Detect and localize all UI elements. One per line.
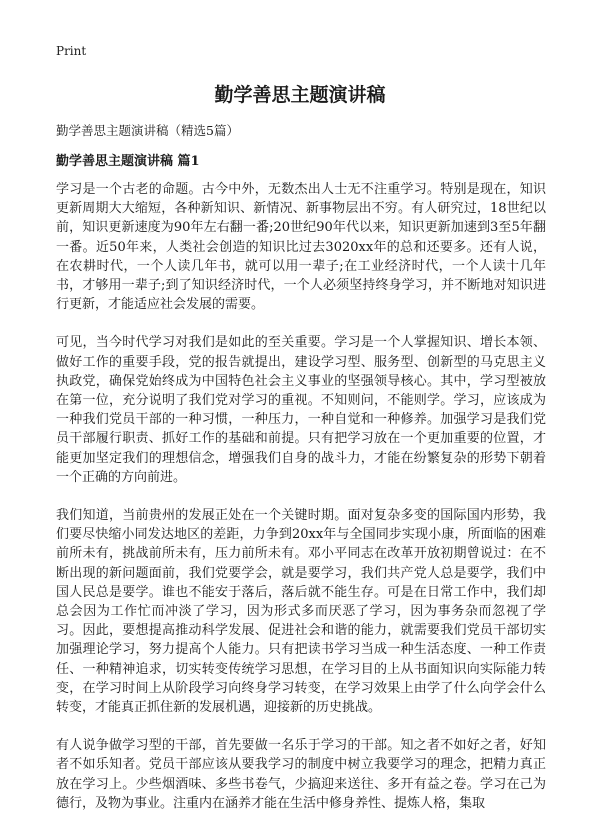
- print-link[interactable]: Print: [56, 44, 87, 58]
- document-subtitle: 勤学善思主题演讲稿（精选5篇）: [56, 123, 239, 138]
- paragraph-3: 我们知道，当前贵州的发展正处在一个关键时期。面对复杂多变的国际国内形势，我们要尽快缩小同发达地区的差距，力争到20xx年与全国同步实现小康，所面临的困难前所未有，挑战前所未有，压力前所未有。邓小平同志在改革开放初期曾说过：在不断出现的新问题面前，我们党要学会，就是要学习，我们共产党人总是要学，我们中国人民总是要学。谁也不能安于落后，落后就不能生存。可是在日常工作中，我们却总会因为工作忙而冲淡了学习，因为形式多而厌恶了学习，因为事务杂而忽视了学习。因此，要想提高推动科学发展、促进社会和谐的能力，就需要我们党员干部切实加强理论学习，努力提高个人能力。只有把读书学习当成一种生活态度、一种工作责任、一种精神追求，切实转变传统学习思想，在学习目的上从书面知识向实际能力转变，在学习时间上从阶段学习向终身学习转变，在学习效果上由学了什么向学会什么转变，才能真正抓住新的发展机遇，迎接新的历史挑战。: [56, 508, 546, 716]
- paragraph-1: 学习是一个古老的命题。古今中外，无数杰出人士无不注重学习。特别是现在，知识更新周期大大缩短，各种新知识、新情况、新事物层出不穷。有人研究过，18世纪以前，知识更新速度为90年左右翻一番;20世纪90年代以来，知识更新加速到3至5年翻一番。近50年来，人类社会创造的知识比过去3020xx年的总和还要多。还有人说，在农耕时代，一个人读几年书，就可以用一辈子;在工业经济时代，一个人读十几年书，才够用一辈子;到了知识经济时代，一个人必须坚持终身学习，并不断地对知识进行更新，才能适应社会发展的需要。: [56, 182, 546, 313]
- section-heading: 勤学善思主题演讲稿 篇1: [56, 154, 200, 169]
- paragraph-2: 可见，当今时代学习对我们是如此的至关重要。学习是一个人掌握知识、增长本领、做好工作的重要手段，党的报告就提出，建设学习型、服务型、创新型的马克思主义执政党，确保党始终成为中国特色社会主义事业的坚强领导核心。其中，学习型被放在第一位，充分说明了我们党对学习的重视。不知则问，不能则学。学习，应该成为一种我们党员干部的一种习惯，一种压力，一种自觉和一种修养。加强学习是我们党员干部履行职责、抓好工作的基础和前提。只有把学习放在一个更加重要的位置，才能更加坚定我们的理想信念，增强我们自身的战斗力，才能在纷繁复杂的形势下朝着一个正确的方向前进。: [56, 335, 546, 485]
- paragraph-4: 有人说争做学习型的干部，首先要做一名乐于学习的干部。知之者不如好之者，好知者不如乐知者。党员干部应该从要我学习的制度中树立我要学习的理念，把精力真正放在学习上。少些烟酒味、多些书卷气，少搞迎来送往、多开有益之卷。学习在己为德行，及物为事业。注重内在涵养才能在生活中修身养性、提炼人格，集取: [56, 738, 546, 811]
- article-body: [56, 180, 546, 832]
- page-title: 勤学善思主题演讲稿: [214, 84, 386, 106]
